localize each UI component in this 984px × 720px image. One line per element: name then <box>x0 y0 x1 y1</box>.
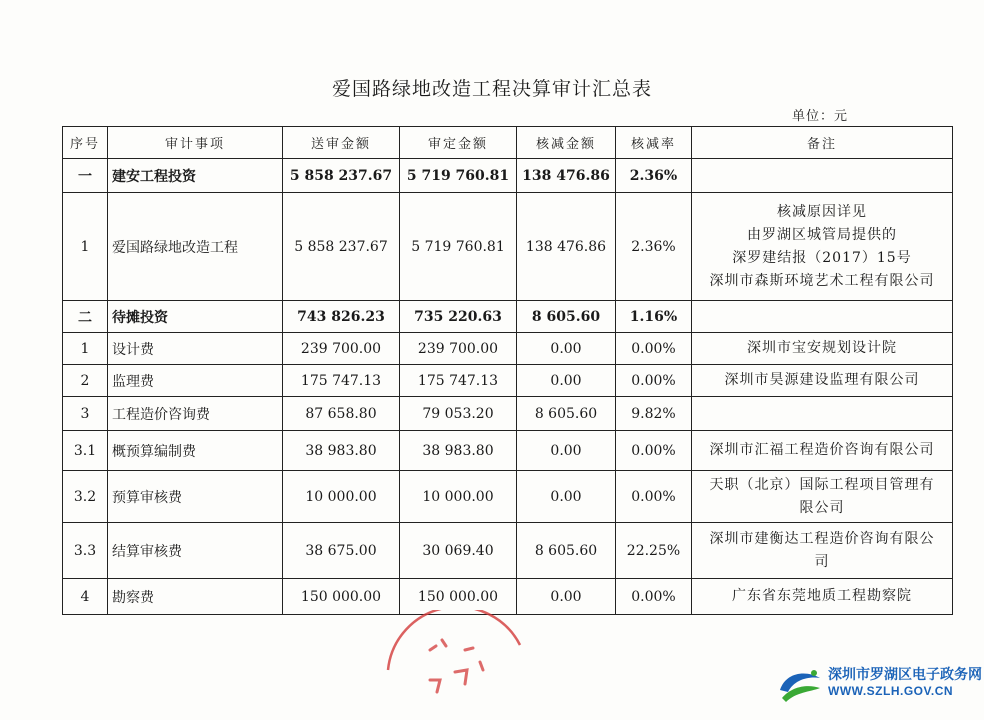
header-no: 序号 <box>63 127 108 159</box>
note-line: 限公司 <box>799 499 845 516</box>
row-item: 勘察费 <box>108 579 283 615</box>
row-note <box>692 193 953 301</box>
row-note <box>692 397 953 431</box>
row-approved: 38 983.80 <box>400 431 517 471</box>
header-rate: 核减率 <box>616 127 692 159</box>
table-row <box>63 397 953 431</box>
table-header-row <box>63 127 953 159</box>
row-no: 3.3 <box>63 523 108 579</box>
note-line: 深圳市建衡达工程造价咨询有限公 <box>709 530 935 547</box>
row-rate: 22.25% <box>616 523 692 579</box>
row-approved: 5 719 760.81 <box>400 159 517 193</box>
row-reduced: 138 476.86 <box>517 193 616 301</box>
row-approved: 175 747.13 <box>400 365 517 397</box>
table-row <box>63 301 953 333</box>
table-row <box>63 471 953 523</box>
row-reduced: 8 605.60 <box>517 301 616 333</box>
row-no: 3 <box>63 397 108 431</box>
row-item: 结算审核费 <box>108 523 283 579</box>
note-line: 由罗湖区城管局提供的 <box>747 226 897 243</box>
row-approved: 150 000.00 <box>400 579 517 615</box>
row-no: 二 <box>63 301 108 333</box>
row-no: 1 <box>63 193 108 301</box>
row-approved: 30 069.40 <box>400 523 517 579</box>
table-row <box>63 193 953 301</box>
note-line: 核减原因详见 <box>777 203 867 220</box>
row-rate: 0.00% <box>616 365 692 397</box>
header-item: 审计事项 <box>108 127 283 159</box>
row-item: 设计费 <box>108 333 283 365</box>
note-line: 司 <box>814 553 830 570</box>
audit-summary-table <box>62 126 953 615</box>
table-row <box>63 431 953 471</box>
row-item: 建安工程投资 <box>108 159 283 193</box>
row-rate: 2.36% <box>616 193 692 301</box>
row-reduced: 0.00 <box>517 333 616 365</box>
row-submitted: 5 858 237.67 <box>283 159 400 193</box>
note-line: 深罗建结报（2017）15号 <box>732 249 912 266</box>
row-item: 爱国路绿地改造工程 <box>108 193 283 301</box>
row-submitted: 150 000.00 <box>283 579 400 615</box>
logo-site-name: 深圳市罗湖区电子政务网 <box>828 666 982 682</box>
row-item: 概预算编制费 <box>108 431 283 471</box>
row-item: 待摊投资 <box>108 301 283 333</box>
row-submitted: 239 700.00 <box>283 333 400 365</box>
row-item: 工程造价咨询费 <box>108 397 283 431</box>
header-note: 备注 <box>692 127 953 159</box>
row-approved: 10 000.00 <box>400 471 517 523</box>
row-rate: 0.00% <box>616 579 692 615</box>
red-seal-stamp <box>370 610 540 720</box>
row-item: 预算审核费 <box>108 471 283 523</box>
row-reduced: 8 605.60 <box>517 397 616 431</box>
row-no: 4 <box>63 579 108 615</box>
row-reduced: 0.00 <box>517 579 616 615</box>
table-row <box>63 365 953 397</box>
row-item: 监理费 <box>108 365 283 397</box>
row-submitted: 87 658.80 <box>283 397 400 431</box>
note-line: 天职（北京）国际工程项目管理有 <box>709 476 935 493</box>
header-approved: 审定金额 <box>400 127 517 159</box>
row-submitted: 38 983.80 <box>283 431 400 471</box>
szlh-logo <box>776 662 982 706</box>
row-submitted: 10 000.00 <box>283 471 400 523</box>
row-rate: 0.00% <box>616 431 692 471</box>
row-approved: 735 220.63 <box>400 301 517 333</box>
row-reduced: 0.00 <box>517 431 616 471</box>
row-submitted: 5 858 237.67 <box>283 193 400 301</box>
szlh-logo-icon <box>776 664 824 704</box>
row-note: 深圳市宝安规划设计院 <box>692 333 953 365</box>
row-reduced: 0.00 <box>517 365 616 397</box>
table-row <box>63 333 953 365</box>
document-title: 爱国路绿地改造工程决算审计汇总表 <box>331 78 652 100</box>
row-note: 深圳市昊源建设监理有限公司 <box>692 365 953 397</box>
row-reduced: 8 605.60 <box>517 523 616 579</box>
row-rate: 1.16% <box>616 301 692 333</box>
row-approved: 239 700.00 <box>400 333 517 365</box>
row-rate: 2.36% <box>616 159 692 193</box>
header-reduced: 核减金额 <box>517 127 616 159</box>
row-note <box>692 301 953 333</box>
logo-site-url: WWW.SZLH.GOV.CN <box>828 684 954 698</box>
row-note: 广东省东莞地质工程勘察院 <box>692 579 953 615</box>
table-row <box>63 523 953 579</box>
row-submitted: 743 826.23 <box>283 301 400 333</box>
row-approved: 5 719 760.81 <box>400 193 517 301</box>
row-submitted: 175 747.13 <box>283 365 400 397</box>
unit-label: 单位：元 <box>792 109 849 124</box>
row-reduced: 138 476.86 <box>517 159 616 193</box>
row-no: 3.2 <box>63 471 108 523</box>
row-no: 3.1 <box>63 431 108 471</box>
note-line: 深圳市森斯环境艺术工程有限公司 <box>709 272 935 289</box>
row-no: 一 <box>63 159 108 193</box>
table-row <box>63 159 953 193</box>
row-rate: 9.82% <box>616 397 692 431</box>
row-note <box>692 523 953 579</box>
row-rate: 0.00% <box>616 471 692 523</box>
header-submitted: 送审金额 <box>283 127 400 159</box>
row-no: 2 <box>63 365 108 397</box>
row-note: 深圳市汇福工程造价咨询有限公司 <box>692 431 953 471</box>
row-approved: 79 053.20 <box>400 397 517 431</box>
row-note <box>692 159 953 193</box>
row-submitted: 38 675.00 <box>283 523 400 579</box>
row-no: 1 <box>63 333 108 365</box>
row-note <box>692 471 953 523</box>
row-reduced: 0.00 <box>517 471 616 523</box>
row-rate: 0.00% <box>616 333 692 365</box>
